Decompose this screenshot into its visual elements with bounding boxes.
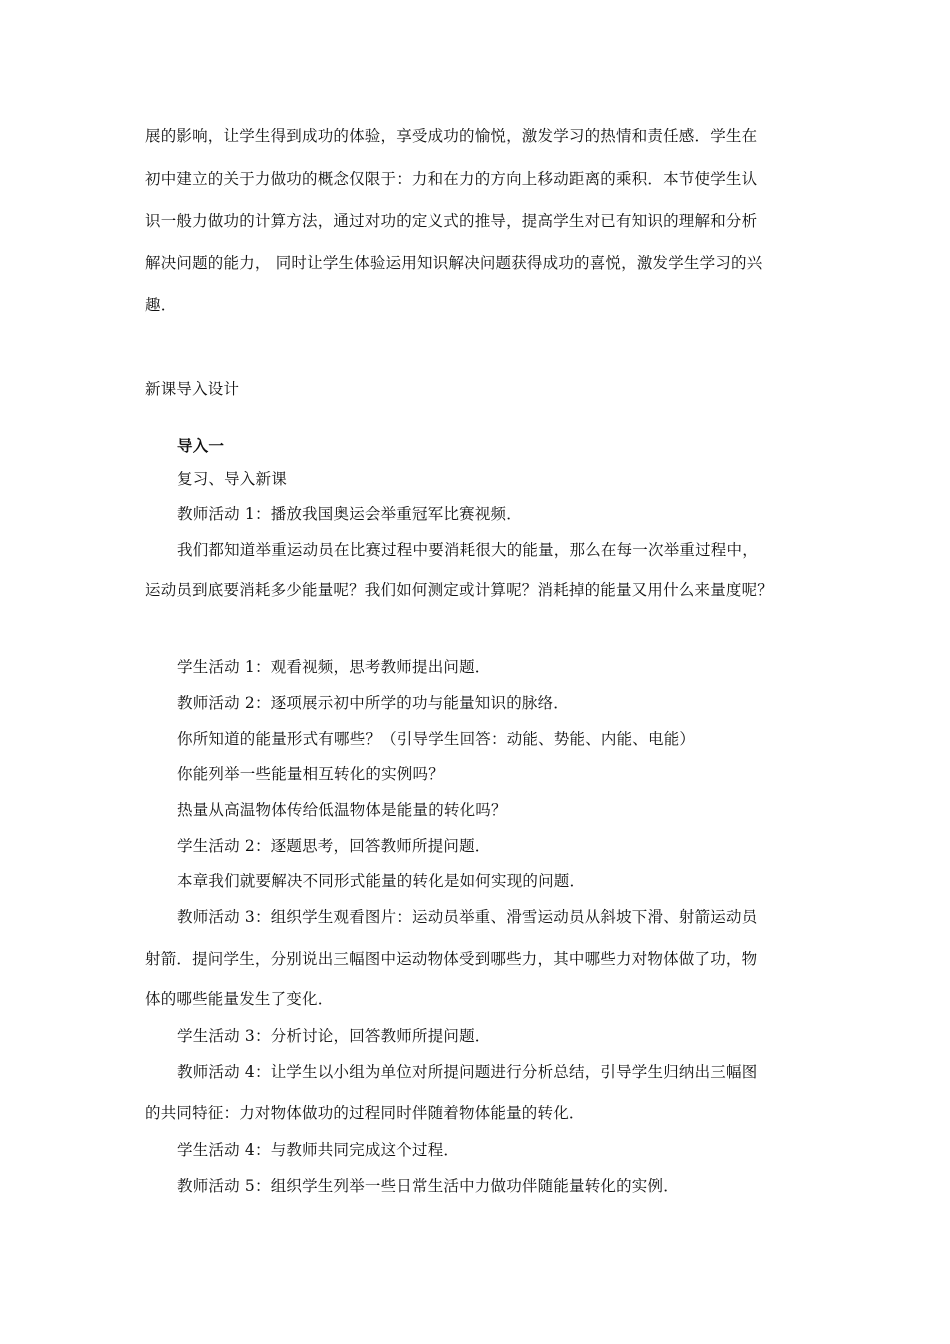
teacher-activity-4-line-1: 教师活动 4：让学生以小组为单位对所提问题进行分析总结，引导学生归纳出三幅图 bbox=[177, 1063, 758, 1081]
teacher-activity-3-line-1: 教师活动 3：组织学生观看图片：运动员举重、滑雪运动员从斜坡下滑、射箭运动员 bbox=[177, 908, 758, 926]
question-heat-transfer: 热量从高温物体传给低温物体是能量的转化吗？ bbox=[177, 801, 507, 819]
intro-line-2: 初中建立的关于力做功的概念仅限于：力和在力的方向上移动距离的乘积．本节使学生认 bbox=[145, 170, 758, 188]
student-activity-3: 学生活动 3：分析讨论，回答教师所提问题． bbox=[177, 1027, 491, 1045]
teacher-activity-4-line-2: 的共同特征：力对物体做功的过程同时伴随着物体能量的转化． bbox=[145, 1104, 585, 1122]
student-activity-2: 学生活动 2：逐题思考，回答教师所提问题． bbox=[177, 837, 491, 855]
teacher-activity-3-line-2: 射箭．提问学生，分别说出三幅图中运动物体受到哪些力，其中哪些力对物体做了功，物 bbox=[145, 950, 758, 968]
intro-line-3: 识一般力做功的计算方法，通过对功的定义式的推导，提高学生对已有知识的理解和分析 bbox=[145, 212, 758, 230]
teacher-activity-3-line-3: 体的哪些能量发生了变化． bbox=[145, 990, 334, 1008]
intro-line-4: 解决问题的能力， 同时让学生体验运用知识解决问题获得成功的喜悦，激发学生学习的兴 bbox=[145, 254, 763, 272]
chapter-goal: 本章我们就要解决不同形式能量的转化是如何实现的问题． bbox=[177, 872, 586, 890]
student-activity-1: 学生活动 1：观看视频，思考教师提出问题． bbox=[177, 658, 491, 676]
question-line-2: 运动员到底要消耗多少能量呢？我们如何测定或计算呢？消耗掉的能量又用什么来量度呢？ bbox=[145, 581, 774, 599]
review-line: 复习、导入新课 bbox=[177, 470, 287, 488]
student-activity-4: 学生活动 4：与教师共同完成这个过程． bbox=[177, 1141, 460, 1159]
teacher-activity-5: 教师活动 5：组织学生列举一些日常生活中力做功伴随能量转化的实例． bbox=[177, 1177, 679, 1195]
intro-line-1: 展的影响，让学生得到成功的体验，享受成功的愉悦，激发学习的热情和责任感．学生在 bbox=[145, 127, 758, 145]
section-title: 新课导入设计 bbox=[145, 380, 240, 398]
teacher-activity-2: 教师活动 2：逐项展示初中所学的功与能量知识的脉络． bbox=[177, 694, 569, 712]
question-energy-examples: 你能列举一些能量相互转化的实例吗？ bbox=[177, 765, 444, 783]
subsection-title: 导入一 bbox=[177, 436, 225, 455]
teacher-activity-1: 教师活动 1：播放我国奥运会举重冠军比赛视频． bbox=[177, 505, 522, 523]
intro-line-5: 趣． bbox=[145, 296, 177, 314]
question-line-1: 我们都知道举重运动员在比赛过程中要消耗很大的能量，那么在每一次举重过程中， bbox=[177, 541, 758, 559]
question-energy-forms: 你所知道的能量形式有哪些？（引导学生回答：动能、势能、内能、电能） bbox=[177, 730, 696, 748]
